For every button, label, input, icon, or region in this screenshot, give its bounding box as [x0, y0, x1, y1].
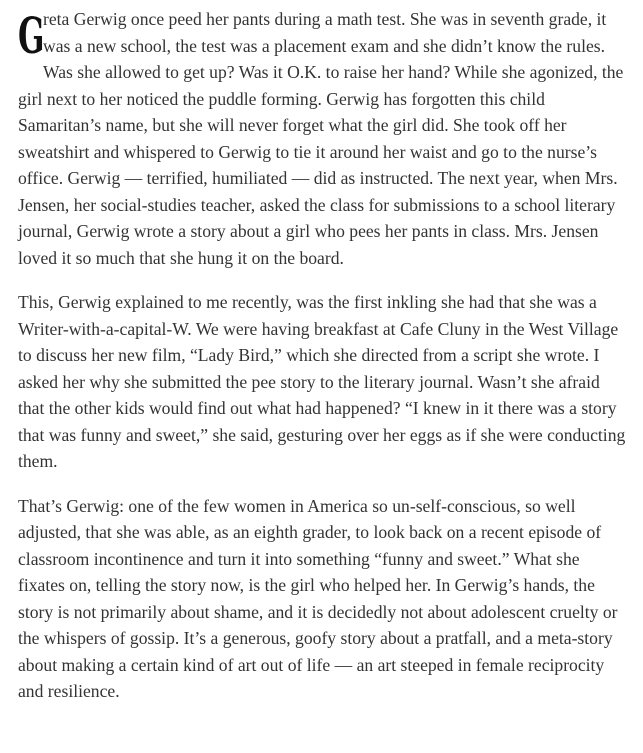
paragraph-1-text: reta Gerwig once peed her pants during a math test. She was in seventh grade, it was a new school, the test was a placement exam and she didn’t know the rules. Was she allowed to get up? Was it O.K. to raise her hand? While she agonized, the girl next to her noticed the puddle forming. Gerwig has forgotten this child Samaritan’s name, but she will never forget what the girl did. She took off her sweatshirt and whispered to Gerwig to tie it around her waist and go to the nurse’s office. Gerwig — terrified, humiliated — did as instructed. The next year, when Mrs. Jensen, her social-studies teacher, asked the class for submissions to a school literary journal, Gerwig wrote a story about a girl who pees her pants in class. Mrs. Jensen loved it so much that she hung it on the board.	[18, 9, 624, 268]
drop-cap: G	[18, 6, 45, 65]
paragraph-3: That’s Gerwig: one of the few women in America so un-self-conscious, so well adjusted, that she was able, as an eighth grader, to look back on a recent episode of classroom incontinence and turn it into something “funny and sweet.” What she fixates on, telling the story now, is the girl who helped her. In Gerwig’s hands, the story is not primarily about shame, and it is decidedly not about adolescent cruelty or the whispers of gossip. It’s a generous, goofy story about a pratfall, and a meta-story about making a certain kind of art out of life — an art steeped in female reciprocity and resilience.	[18, 495, 618, 701]
paragraph-1	[18, 6, 630, 271]
article-body	[18, 6, 630, 723]
paragraph-2: This, Gerwig explained to me recently, was the first inkling she had that she was a Writer-with-a-capital-W. We were having breakfast at Cafe Cluny in the West Village to discuss her new film, “Lady Bird,” which she directed from a script she wrote. I asked her why she submitted the pee story to the literary journal. Wasn’t she afraid that the other kids would find out what had happened? “I knew in it there was a story that was funny and sweet,” she said, gesturing over her eggs as if she were conducting them.	[18, 292, 626, 471]
